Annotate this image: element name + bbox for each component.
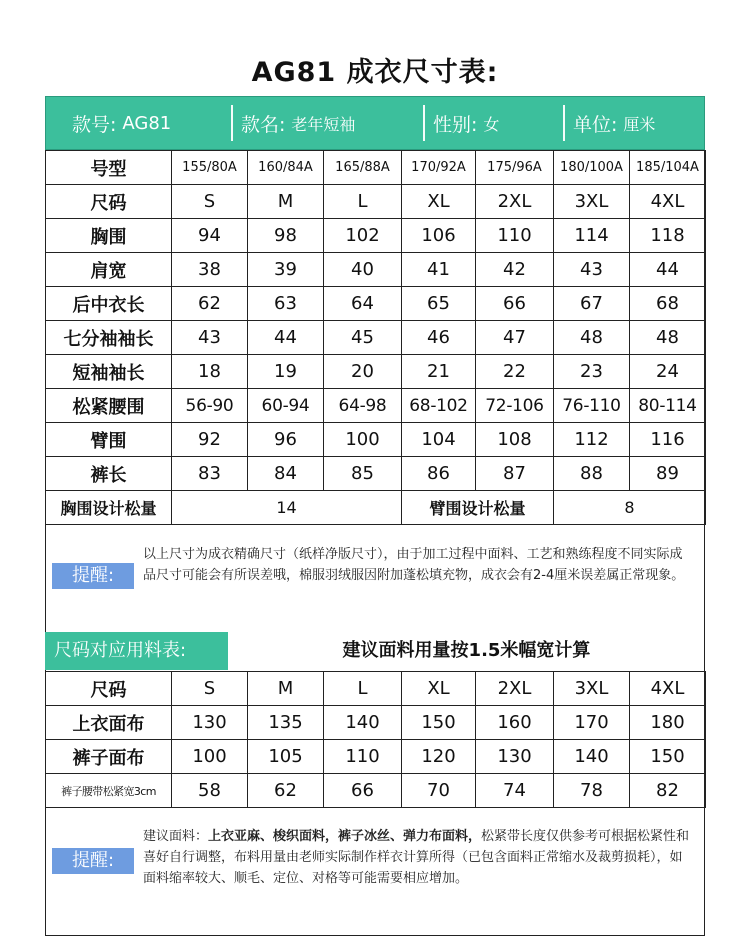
- table-row: [46, 219, 706, 253]
- header-divider: [423, 105, 425, 141]
- table-cell: 120: [402, 740, 476, 774]
- table-cell: 104: [402, 423, 476, 457]
- table-cell: M: [248, 185, 324, 219]
- table-cell: 140: [554, 740, 630, 774]
- table-cell: S: [172, 672, 248, 706]
- fabric-note: 建议面料用量按1.5米幅宽计算: [342, 640, 591, 661]
- table-row: [46, 389, 706, 423]
- table-cell: 20: [324, 355, 402, 389]
- row-label: 肩宽: [46, 253, 172, 287]
- reminder-box: [45, 808, 705, 936]
- table-row: [46, 321, 706, 355]
- table-cell: 65: [402, 287, 476, 321]
- row-label: 尺码: [46, 185, 172, 219]
- table-cell: 62: [248, 774, 324, 808]
- table-cell: 185/104A: [630, 151, 706, 185]
- chest-ease-value: 14: [172, 491, 402, 525]
- table-cell: 66: [476, 287, 554, 321]
- table-cell: 89: [630, 457, 706, 491]
- table-row: [46, 355, 706, 389]
- table-cell: 150: [402, 706, 476, 740]
- row-label: 胸围: [46, 219, 172, 253]
- style-name-label: 款名:: [241, 113, 286, 136]
- gender-value: 女: [483, 114, 500, 134]
- gender-label: 性别:: [433, 113, 478, 136]
- reminder-badge: 提醒:: [52, 848, 134, 874]
- table-cell: 83: [172, 457, 248, 491]
- table-cell: 105: [248, 740, 324, 774]
- table-cell: 170/92A: [402, 151, 476, 185]
- table-row: [46, 740, 706, 774]
- table-cell: 68: [630, 287, 706, 321]
- table-cell: 108: [476, 423, 554, 457]
- table-cell: 135: [248, 706, 324, 740]
- table-cell: 80-114: [630, 389, 706, 423]
- table-cell: 2XL: [476, 672, 554, 706]
- table-cell: 116: [630, 423, 706, 457]
- row-label: 松紧腰围: [46, 389, 172, 423]
- table-cell: XL: [402, 672, 476, 706]
- table-cell: 40: [324, 253, 402, 287]
- style-no-label: 款号:: [72, 113, 117, 136]
- table-cell: 62: [172, 287, 248, 321]
- table-cell: 19: [248, 355, 324, 389]
- table-cell: 2XL: [476, 185, 554, 219]
- table-cell: 130: [172, 706, 248, 740]
- table-cell: 170: [554, 706, 630, 740]
- table-cell: 118: [630, 219, 706, 253]
- table-cell: M: [248, 672, 324, 706]
- reminder-text: 以上尺寸为成衣精确尺寸（纸样净版尺寸），由于加工过程中面料、工艺和熟练程度不同实际成品尺寸可能会有所误差哦，棉服羽绒服因附加蓬松填充物，成衣会有2-4厘米误差属正常现象。: [143, 547, 685, 583]
- table-cell: 48: [630, 321, 706, 355]
- table-cell: 150: [630, 740, 706, 774]
- table-cell: 72-106: [476, 389, 554, 423]
- table-cell: 106: [402, 219, 476, 253]
- table-cell: 160/84A: [248, 151, 324, 185]
- table-cell: 85: [324, 457, 402, 491]
- table-cell: 68-102: [402, 389, 476, 423]
- table-cell: 74: [476, 774, 554, 808]
- header-divider: [563, 105, 565, 141]
- style-name-cell: [233, 97, 423, 149]
- chest-ease-label: 胸围设计松量: [46, 491, 172, 525]
- table-cell: 38: [172, 253, 248, 287]
- header-divider: [231, 105, 233, 141]
- unit-cell: [565, 97, 704, 149]
- table-cell: 70: [402, 774, 476, 808]
- table-cell: 41: [402, 253, 476, 287]
- table-cell: 63: [248, 287, 324, 321]
- table-cell: 64-98: [324, 389, 402, 423]
- table-cell: 3XL: [554, 672, 630, 706]
- table-cell: XL: [402, 185, 476, 219]
- table-cell: 102: [324, 219, 402, 253]
- table-cell: 155/80A: [172, 151, 248, 185]
- fabric-table: [45, 671, 706, 808]
- arm-ease-label: 臂围设计松量: [402, 491, 554, 525]
- table-cell: 110: [324, 740, 402, 774]
- ease-row: [46, 491, 706, 525]
- table-cell: 4XL: [630, 185, 706, 219]
- table-cell: 140: [324, 706, 402, 740]
- row-label: 短袖袖长: [46, 355, 172, 389]
- table-cell: 48: [554, 321, 630, 355]
- table-cell: 23: [554, 355, 630, 389]
- table-cell: 112: [554, 423, 630, 457]
- row-label: 尺码: [46, 672, 172, 706]
- table-cell: 43: [554, 253, 630, 287]
- row-label: 号型: [46, 151, 172, 185]
- table-cell: 46: [402, 321, 476, 355]
- table-cell: 180: [630, 706, 706, 740]
- table-cell: 96: [248, 423, 324, 457]
- reminder-box: [45, 526, 705, 626]
- table-cell: 47: [476, 321, 554, 355]
- style-no-cell: [46, 97, 231, 149]
- table-cell: 4XL: [630, 672, 706, 706]
- table-cell: 84: [248, 457, 324, 491]
- fabric-tag: 尺码对应用料表:: [45, 632, 228, 670]
- table-cell: 56-90: [172, 389, 248, 423]
- header-band: [45, 96, 705, 150]
- table-cell: 21: [402, 355, 476, 389]
- unit-label: 单位:: [573, 113, 618, 136]
- reminder-text-lead: 建议面料：: [143, 829, 209, 844]
- table-cell: 18: [172, 355, 248, 389]
- table-cell: 114: [554, 219, 630, 253]
- table-cell: 87: [476, 457, 554, 491]
- table-cell: 60-94: [248, 389, 324, 423]
- table-cell: 42: [476, 253, 554, 287]
- table-row: [46, 253, 706, 287]
- table-cell: 110: [476, 219, 554, 253]
- table-cell: 44: [248, 321, 324, 355]
- row-label: 上衣面布: [46, 706, 172, 740]
- table-cell: 82: [630, 774, 706, 808]
- bottom-rule: [45, 935, 705, 936]
- table-row: [46, 287, 706, 321]
- table-cell: 165/88A: [324, 151, 402, 185]
- row-label: 裤子腰带松紧宽3cm: [46, 774, 172, 808]
- table-cell: L: [324, 185, 402, 219]
- table-cell: 64: [324, 287, 402, 321]
- table-cell: 130: [476, 740, 554, 774]
- row-label: 七分袖袖长: [46, 321, 172, 355]
- reminder-text-bold: 上衣亚麻、梭织面料，裤子冰丝、弹力布面料，: [208, 829, 482, 844]
- table-row: [46, 185, 706, 219]
- table-cell: 175/96A: [476, 151, 554, 185]
- unit-value: 厘米: [623, 114, 656, 134]
- table-cell: 100: [172, 740, 248, 774]
- row-label: 裤长: [46, 457, 172, 491]
- table-cell: L: [324, 672, 402, 706]
- table-cell: 22: [476, 355, 554, 389]
- table-cell: 39: [248, 253, 324, 287]
- style-no-value: AG81: [122, 112, 172, 134]
- table-cell: 100: [324, 423, 402, 457]
- table-cell: 92: [172, 423, 248, 457]
- gender-cell: [425, 97, 563, 149]
- table-cell: 76-110: [554, 389, 630, 423]
- row-label: 后中衣长: [46, 287, 172, 321]
- table-cell: 78: [554, 774, 630, 808]
- table-cell: 45: [324, 321, 402, 355]
- reminder-text-rest: 松紧带长度仅供参考可根据松紧性和喜好自行调整，布料用量由老师实际制作样衣计算所得（已包含面料正常缩水及裁剪损耗），如面料缩率较大、顺毛、定位、对格等可能需要相应增加。: [143, 829, 690, 886]
- reminder-text: [143, 826, 693, 889]
- table-cell: 24: [630, 355, 706, 389]
- style-name-value: 老年短袖: [291, 114, 356, 134]
- table-cell: 66: [324, 774, 402, 808]
- table-row: [46, 151, 706, 185]
- page-title: AG81 成衣尺寸表:: [251, 57, 499, 88]
- table-cell: 160: [476, 706, 554, 740]
- table-cell: 3XL: [554, 185, 630, 219]
- table-cell: 98: [248, 219, 324, 253]
- table-row: [46, 423, 706, 457]
- table-row: [46, 457, 706, 491]
- table-cell: S: [172, 185, 248, 219]
- table-row: [46, 706, 706, 740]
- table-cell: 180/100A: [554, 151, 630, 185]
- table-cell: 58: [172, 774, 248, 808]
- row-label: 臂围: [46, 423, 172, 457]
- table-cell: 44: [630, 253, 706, 287]
- row-label: 裤子面布: [46, 740, 172, 774]
- fabric-header: [45, 632, 705, 670]
- table-row: [46, 774, 706, 808]
- arm-ease-value: 8: [554, 491, 706, 525]
- table-cell: 94: [172, 219, 248, 253]
- table-cell: 43: [172, 321, 248, 355]
- table-row: [46, 672, 706, 706]
- table-cell: 86: [402, 457, 476, 491]
- size-table: [45, 150, 706, 525]
- table-cell: 88: [554, 457, 630, 491]
- reminder-badge: 提醒:: [52, 563, 134, 589]
- table-cell: 67: [554, 287, 630, 321]
